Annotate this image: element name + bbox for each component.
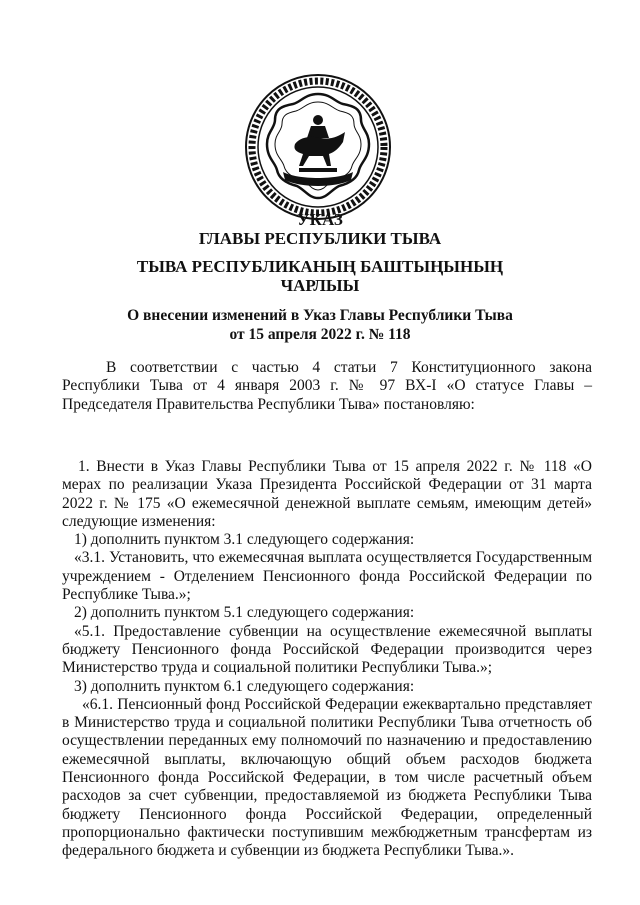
paragraph-quote-3-1: «3.1. Установить, что ежемесячная выплата осуществляется Государственным учреждением - Отделением Пенсионного фонда Российской Федерации по Республике Тыва.»; [62, 549, 592, 604]
paragraph-subitem-1: 1) дополнить пунктом 3.1 следующего содержания: [74, 531, 415, 549]
decree-title-line2: ГЛАВЫ РЕСПУБЛИКИ ТЫВА [198, 229, 442, 248]
subject-line2: от 15 апреля 2022 г. № 118 [229, 326, 411, 343]
preamble-paragraph: В соответствии с частью 4 статьи 7 Конституционного закона Республики Тыва от 4 января 2003 г. № 97 ВХ-I «О статусе Главы – Председателя Правительства Республики Тыва» постановляю: [62, 359, 592, 413]
paragraph-subitem-3: 3) дополнить пунктом 6.1 следующего содержания: [74, 677, 415, 695]
decree-title-line1: УКАЗ [297, 210, 343, 229]
tuvan-title-line1: ТЫВА РЕСПУБЛИКАНЫҢ БАШТЫҢЫНЫҢ [136, 257, 504, 276]
paragraph-subitem-2: 2) дополнить пунктом 5.1 следующего содержания: [74, 604, 415, 622]
decree-title-tuvan [0, 257, 640, 295]
decree-body [62, 458, 592, 861]
preamble [62, 359, 592, 414]
paragraph-quote-5-1: «5.1. Предоставление субвенции на осуществление ежемесячной выплаты бюджету Пенсионного фонда Российской Федерации производится через Министерство труда и социальной политики Республики Тыва.»; [62, 622, 592, 677]
tuva-emblem-icon [243, 72, 393, 222]
decree-title [0, 210, 640, 248]
paragraph-item-1: 1. Внести в Указ Главы Республики Тыва от 15 апреля 2022 г. № 118 «О мерах по реализации Указа Президента Российской Федерации от 31 марта 2022 г. № 175 «О ежемесячной денежной выплате семьям, имеющим детей» следующие изменения: [62, 458, 592, 530]
tuvan-title-line2: ЧАРЛЫЫ [280, 276, 360, 295]
subject-line1: О внесении изменений в Указ Главы Республики Тыва [127, 307, 513, 324]
paragraph-quote-6-1: «6.1. Пенсионный фонд Российской Федерации ежеквартально представляет в Министерство труда и социальной политики Республики Тыва отчетность об осуществлении переданных ему полномочий по назначению и предоставлению ежемесячной выплаты, включающую общий объем расходов бюджета Пенсионного фонда Российской Федерации, в том числе расчетный объем расходов за счет субвенции, предоставляемой из бюджета Республики Тыва бюджету Пенсионного фонда Российской Федерации, определенный пропорционально фактически поступившим межбюджетным трансфертам из федерального бюджета и субвенции из бюджета Республики Тыва.». [62, 695, 592, 860]
decree-subject [0, 306, 640, 344]
